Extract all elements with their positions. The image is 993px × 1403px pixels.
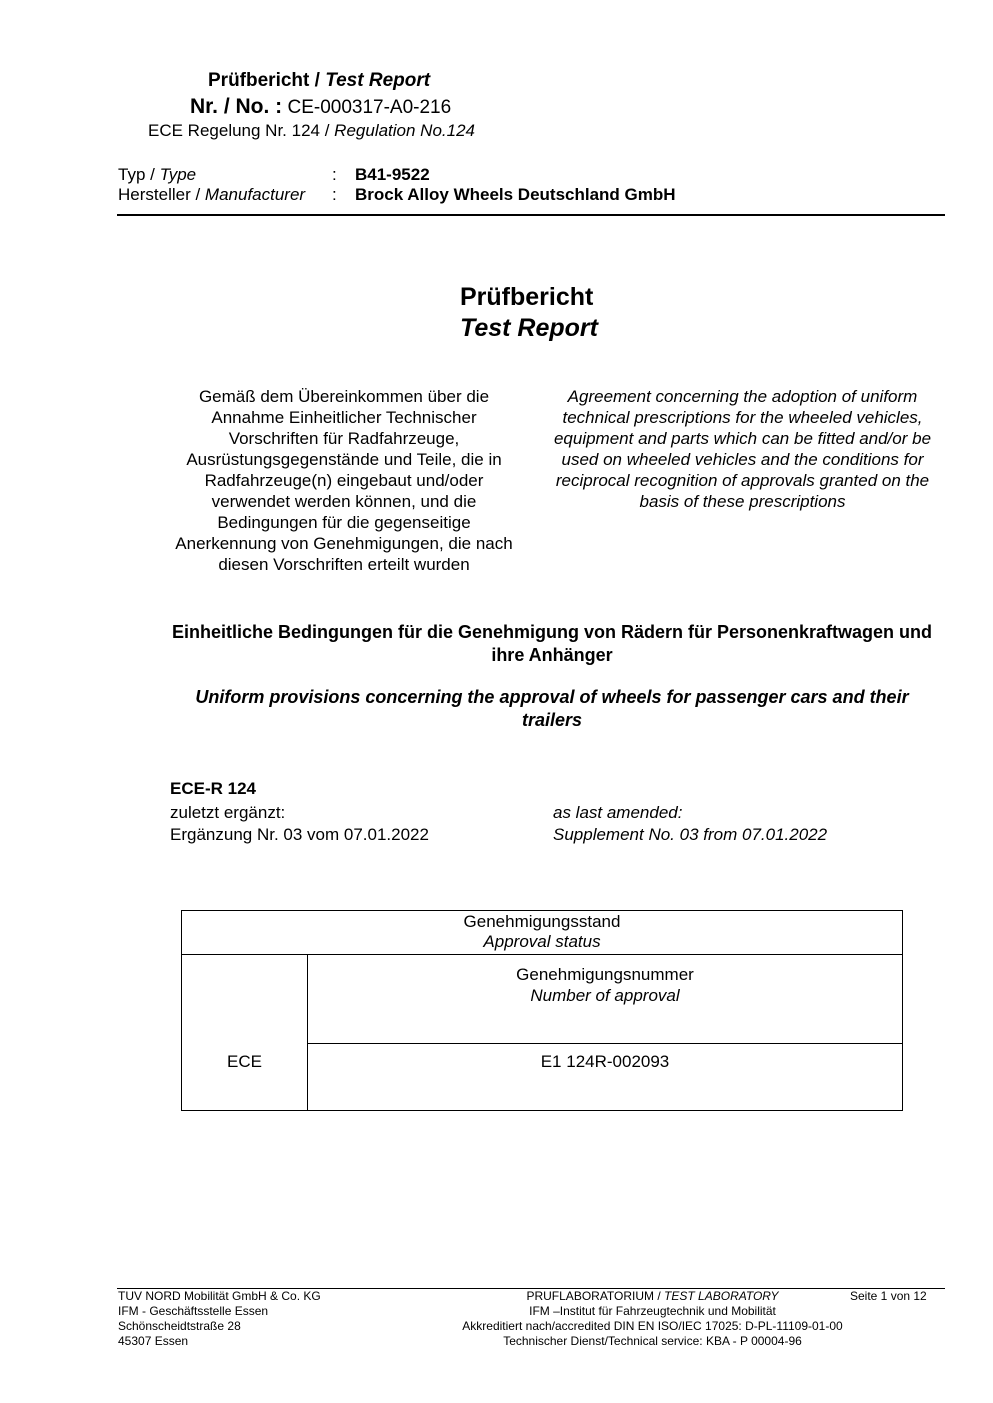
regulation-line: [148, 121, 475, 141]
regulation-en: Regulation No.124: [334, 121, 475, 140]
amendment-label-en: as last amended:: [553, 803, 683, 822]
regulation-code: ECE-R 124: [170, 779, 256, 798]
document-title: [460, 282, 598, 344]
footer-city: 45307 Essen: [118, 1334, 189, 1348]
approval-number-cell: E1 124R-002093: [540, 1052, 670, 1071]
approval-number-en: Number of approval: [530, 986, 680, 1005]
report-title-de: Prüfbericht: [208, 70, 310, 91]
page-number: Seite 1 von 12: [850, 1289, 927, 1303]
approval-number-header: [308, 964, 902, 1006]
document-title-de: Prüfbericht: [460, 283, 594, 311]
agreement-text-de: Gemäß dem Übereinkommen über die Annahme Einheitlicher Technischer Vorschriften für Radfahrzeuge, Ausrüstungsgegenstände und Teile, die in Radfahrzeuge(n) eingebaut und/oder verwendet werden können, und die Bedingungen für die gegenseitige Anerkennung von Genehmigungen, die nach diesen Vorschriften erteilt wurden: [175, 387, 513, 574]
provisions-heading-de: Einheitliche Bedingungen für die Genehmigung von Rädern für Personenkraftwagen und ihre Anhänger: [171, 622, 933, 665]
type-colon: :: [332, 165, 337, 184]
amendment-en: [553, 802, 827, 846]
regulation-separator: /: [320, 121, 335, 140]
footer-office: IFM - Geschäftsstelle Essen: [118, 1304, 269, 1318]
document-title-en: Test Report: [460, 314, 598, 342]
approval-scheme-cell: ECE: [227, 1052, 262, 1071]
footer-accreditation: Akkreditiert nach/accredited DIN EN ISO/IEC 17025: D-PL-11109-01-00: [462, 1319, 843, 1333]
regulation-de: ECE Regelung Nr. 124: [148, 121, 320, 140]
amendment-de: [170, 802, 429, 846]
provisions-heading-en: Uniform provisions concerning the approval of wheels for passenger cars and their trailers: [195, 687, 909, 730]
footer-address: [118, 1289, 321, 1349]
amendment-value-en: Supplement No. 03 from 07.01.2022: [553, 825, 828, 844]
agreement-text-en: Agreement concerning the adoption of uniform technical prescriptions for the wheeled vehicles, equipment and parts which can be fitted and/or be used on wheeled vehicles and the conditions for reciprocal recognition of approvals granted on the basis of these prescriptions: [553, 387, 932, 511]
approval-status-table: [181, 910, 903, 1111]
type-row: [118, 165, 430, 185]
report-number-label: Nr. / No. :: [190, 95, 283, 118]
report-title-separator: /: [309, 70, 326, 91]
manufacturer-row: [118, 185, 676, 205]
footer-institute: IFM –Institut für Fahrzeugtechnik und Mobilität: [529, 1304, 776, 1318]
amendment-label-de: zuletzt ergänzt:: [170, 803, 286, 822]
report-number: [190, 95, 451, 119]
manufacturer-colon: :: [332, 185, 337, 204]
report-title-en: Test Report: [325, 70, 431, 91]
approval-status-header: [182, 911, 902, 955]
header-divider: [117, 214, 945, 216]
footer-street: Schönscheidtstraße 28: [118, 1319, 241, 1333]
footer-technical-service: Technischer Dienst/Technical service: KBA - P 00004-96: [503, 1334, 802, 1348]
amendment-value-de: Ergänzung Nr. 03 vom 07.01.2022: [170, 825, 429, 844]
report-header-title: [208, 70, 430, 92]
report-number-value: CE-000317-A0-216: [287, 97, 452, 118]
approval-number-de: Genehmigungsnummer: [516, 965, 694, 984]
footer-lab-title: PRUFLABORATORIUM / TEST LABORATORY: [526, 1289, 779, 1303]
approval-status-en: Approval status: [483, 932, 601, 951]
footer-company: TUV NORD Mobilität GmbH & Co. KG: [118, 1289, 321, 1303]
type-value: B41-9522: [355, 165, 430, 184]
approval-status-de: Genehmigungsstand: [463, 912, 621, 931]
manufacturer-value: Brock Alloy Wheels Deutschland GmbH: [355, 185, 676, 204]
manufacturer-label: Hersteller / Manufacturer: [118, 185, 306, 204]
table-row-divider: [307, 1043, 902, 1044]
type-label: Typ / Type: [118, 165, 197, 184]
